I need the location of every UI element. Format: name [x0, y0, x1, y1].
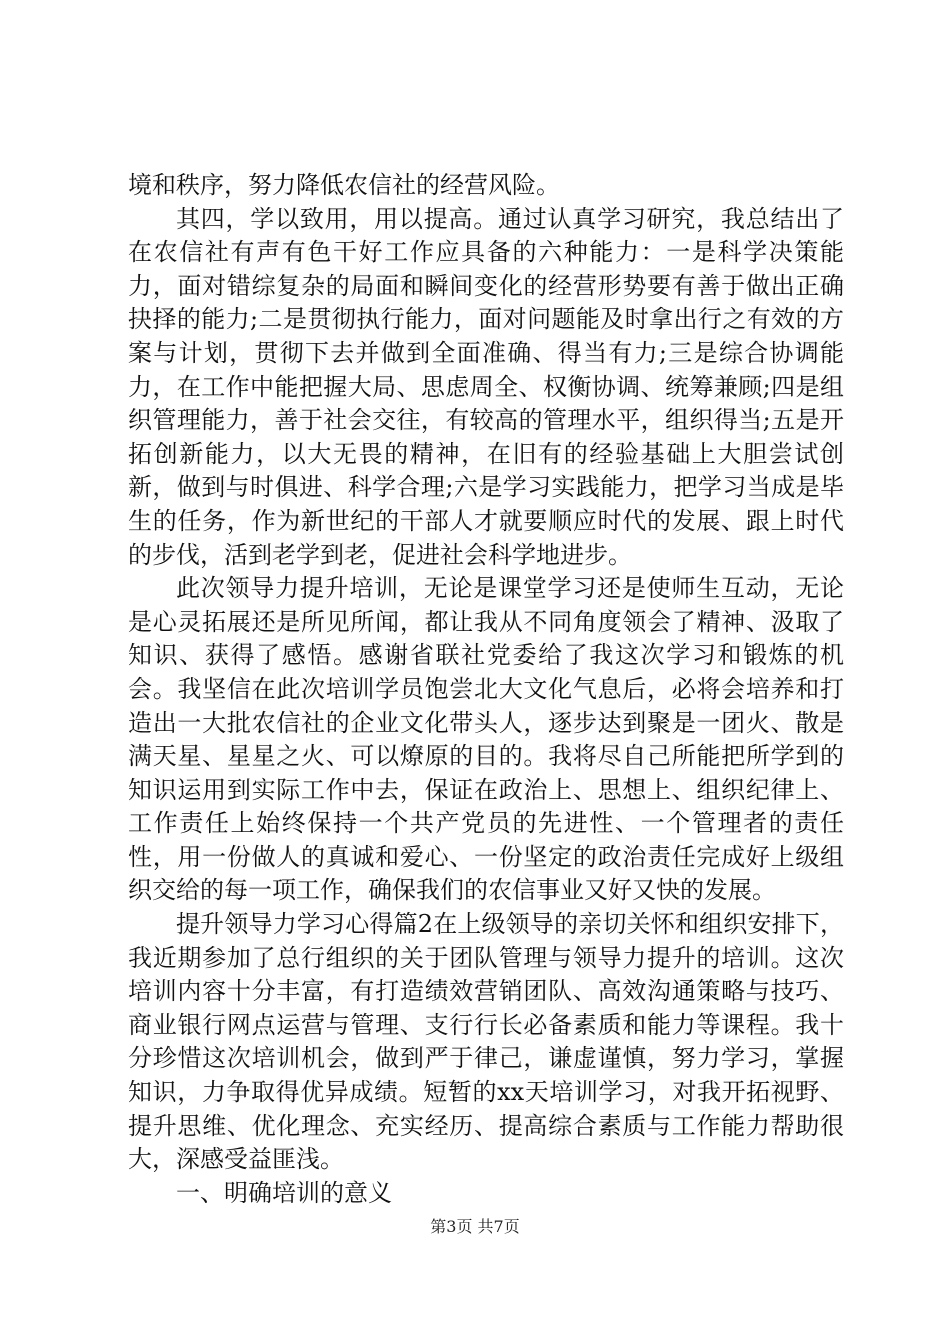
section-heading: 一、明确培训的意义 — [176, 1178, 392, 1207]
paragraph-2: 其四，学以致用，用以提高。通过认真学习研究，我总结出了在农信社有声有色干好工作应具备的六种能力：一是科学决策能力，面对错综复杂的局面和瞬间变化的经营形势要有善于做出正确抉择的能力;二是贯彻执行能力，面对问题能及时拿出行之有效的方案与计划，贯彻下去并做到全面准确、得当有力;三是综合协调能力，在工作中能把握大局、思虑周全、权衡协调、统筹兼顾;四是组织管理能力，善于社会交往，有较高的管理水平，组织得当;五是开拓创新能力，以大无畏的精神，在旧有的经验基础上大胆尝试创新，做到与时俱进、科学合理;六是学习实践能力，把学习当成是毕生的任务，作为新世纪的干部人才就要顺应时代的发展、跟上时代的步伐，活到老学到老，促进社会科学地进步。 — [128, 204, 844, 569]
paragraph-4: 提升领导力学习心得篇2在上级领导的亲切关怀和组织安排下，我近期参加了总行组织的关于团队管理与领导力提升的培训。这次培训内容十分丰富，有打造绩效营销团队、高效沟通策略与技巧、商业银行网点运营与管理、支行行长必备素质和能力等课程。我十分珍惜这次培训机会，做到严于律己，谦虚谨慎，努力学习，掌握知识，力争取得优异成绩。短暂的xx天培训学习，对我开拓视野、提升思维、优化理念、充实经历、提高综合素质与工作能力帮助很大，深感受益匪浅。 — [128, 910, 844, 1174]
document-body — [128, 169, 844, 1210]
paragraph-1: 境和秩序，努力降低农信社的经营风险。 — [128, 171, 560, 199]
paragraph-3: 此次领导力提升培训，无论是课堂学习还是使师生互动，无论是心灵拓展还是所见所闻，都让我从不同角度领会了精神、汲取了知识、获得了感悟。感谢省联社党委给了我这次学习和锻炼的机会。我坚信在此次培训学员饱尝北大文化气息后，必将会培养和打造出一大批农信社的企业文化带头人，逐步达到聚是一团火、散是满天星、星星之火、可以燎原的目的。我将尽自己所能把所学到的知识运用到实际工作中去，保证在政治上、思想上、组织纪律上、工作责任上始终保持一个共产党员的先进性、一个管理者的责任性，用一份做人的真诚和爱心、一份坚定的政治责任完成好上级组织交给的每一项工作，确保我们的农信事业又好又快的发展。 — [128, 574, 844, 905]
page-footer: 第3页 共7页 — [430, 1217, 520, 1236]
